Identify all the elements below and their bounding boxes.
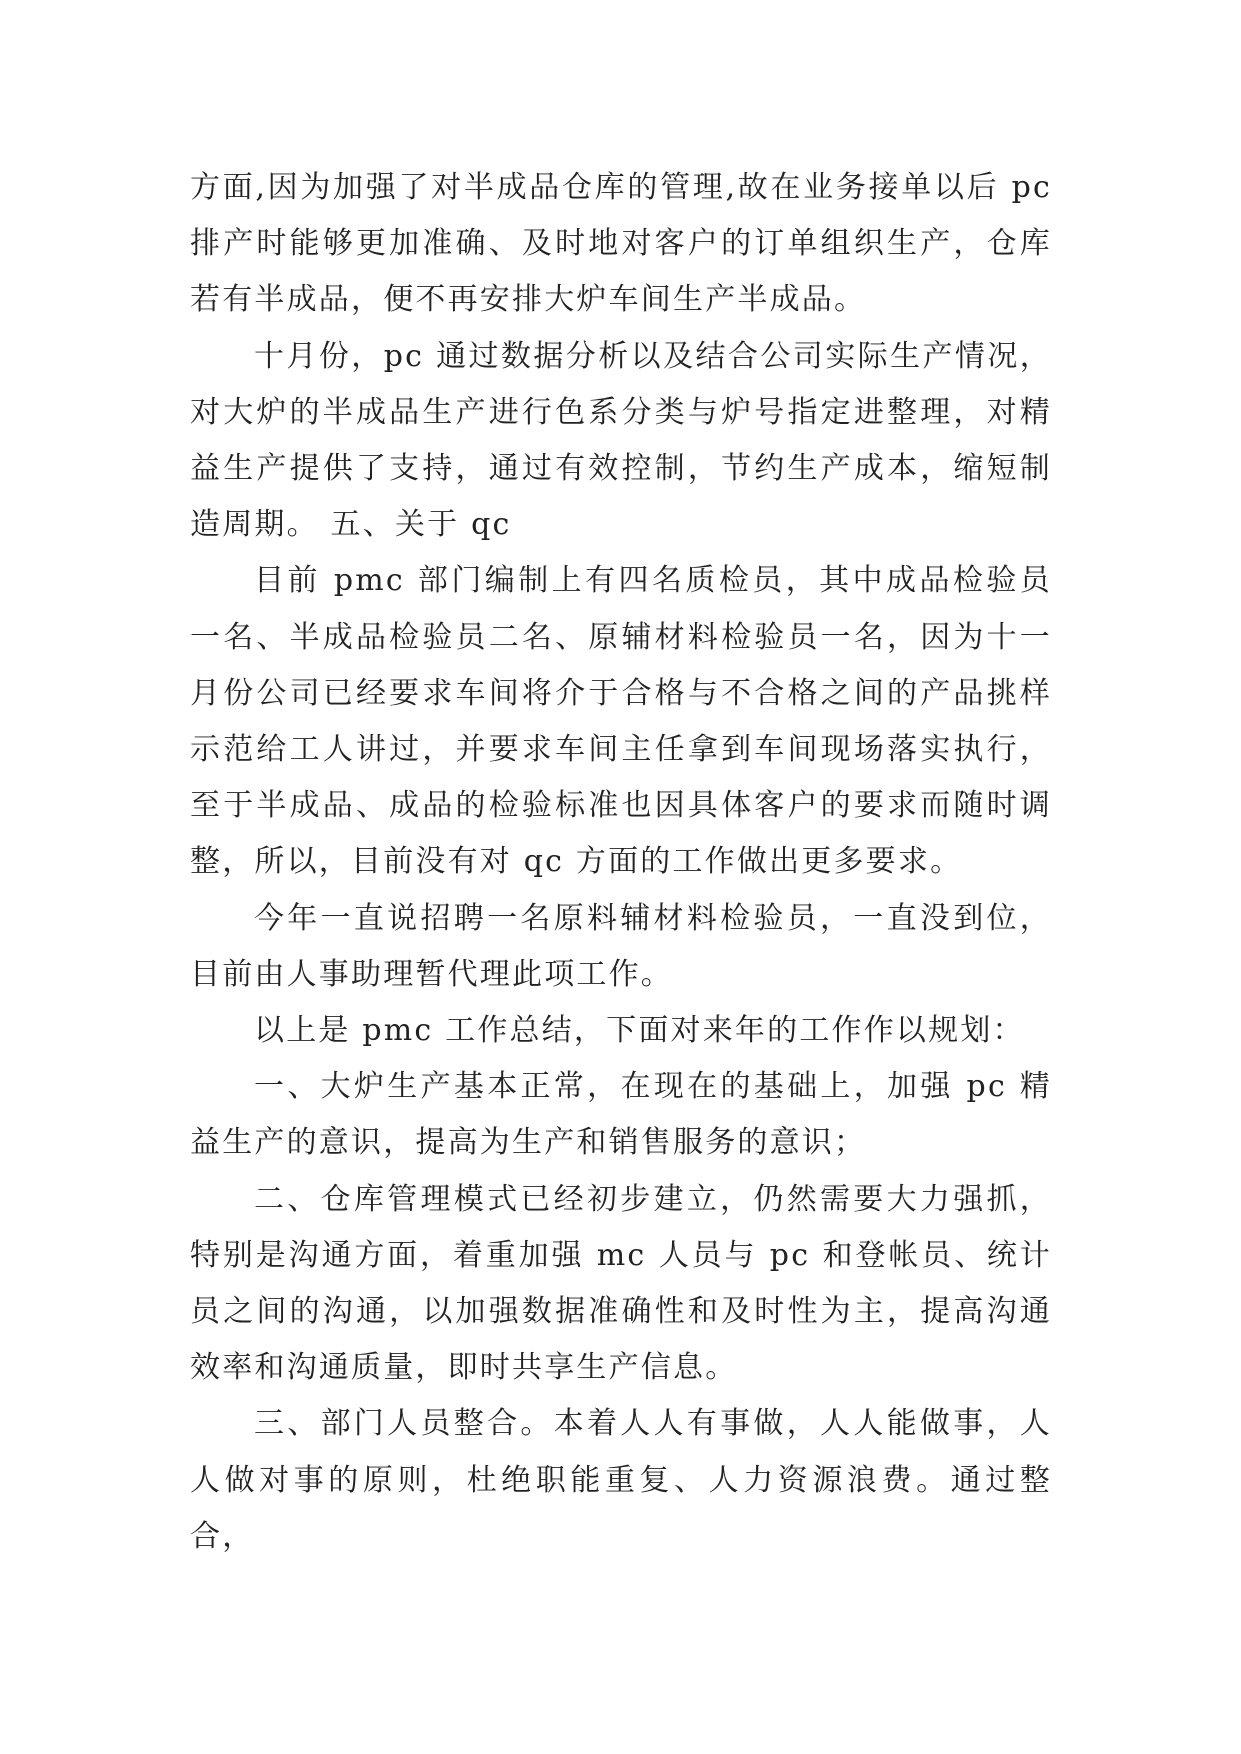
paragraph-summary-intro: 以上是 pmc 工作总结，下面对来年的工作作以规划：: [254, 1013, 1025, 1049]
paragraph-continuation: 方面,因为加强了对半成品仓库的管理,故在业务接单以后 pc 排产时能够更加准确、及时地对客户的订单组织生产，仓库若有半成品，便不再安排大炉车间生产半成品。: [190, 170, 1052, 318]
paragraph-october: 十月份，pc 通过数据分析以及结合公司实际生产情况，对大炉的半成品生产进行色系分类与炉号指定进整理，对精益生产提供了支持，通过有效控制，节约生产成本，缩短制造周期。 五、关于 qc: [190, 338, 1052, 543]
document-body: [190, 160, 1052, 1565]
paragraph-qc-staff: 目前 pmc 部门编制上有四名质检员，其中成品检验员一名、半成品检验员二名、原辅材料检验员一名，因为十一月份公司已经要求车间将介于合格与不合格之间的产品挑样示范给工人讲过，并要求车间主任拿到车间现场落实执行，至于半成品、成品的检验标准也因具体客户的要求而随时调整，所以，目前没有对 qc 方面的工作做出更多要求。: [190, 563, 1052, 880]
paragraph-plan-item-2: 二、仓库管理模式已经初步建立，仍然需要大力强抓，特别是沟通方面，着重加强 mc 人员与 pc 和登帐员、统计员之间的沟通，以加强数据准确性和及时性为主，提高沟通效率和沟通质量，即时共享生产信息。: [190, 1181, 1052, 1386]
paragraph-recruitment: 今年一直说招聘一名原料辅材料检验员，一直没到位，目前由人事助理暂代理此项工作。: [190, 900, 1052, 992]
paragraph-plan-item-1: 一、大炉生产基本正常，在现在的基础上，加强 pc 精益生产的意识，提高为生产和销售服务的意识；: [190, 1069, 1052, 1161]
paragraph-plan-item-3: 三、部门人员整合。本着人人有事做，人人能做事，人人做对事的原则，杜绝职能重复、人力资源浪费。通过整合，: [190, 1406, 1052, 1554]
